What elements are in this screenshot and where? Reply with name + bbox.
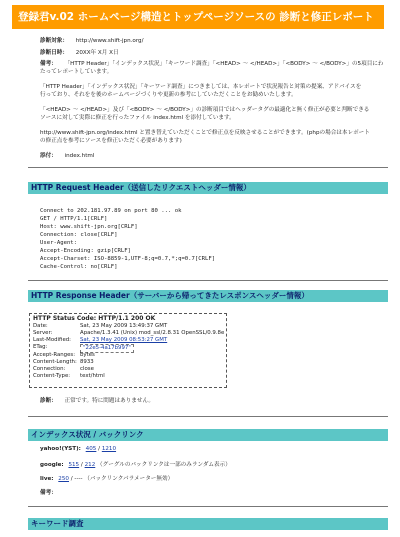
resp-key-content-length: Content-Length:: [33, 359, 77, 365]
resp-key-connection: Connection:: [33, 366, 66, 372]
divider: [28, 280, 388, 281]
yahoo-backlink-link[interactable]: 1210: [101, 446, 117, 452]
resp-val-content-type: text/html: [80, 373, 105, 379]
resp-key-date: Date:: [33, 323, 48, 329]
note-line-1: 「HTTP Header」「インデックス状況」「キーワード調査」「<HEAD> ～ </HEAD>」「<BODY> ～ </BODY>」の5項目にわ: [64, 61, 384, 67]
resp-val-etag: "22e5-4a17b997": [80, 344, 134, 353]
google-index-link[interactable]: 515: [68, 462, 80, 468]
index-note-label: 備考：: [40, 490, 57, 496]
request-line-3: Connection: close[CRLF]: [40, 232, 118, 238]
google-label: google:: [40, 462, 64, 468]
resp-key-server: Server:: [33, 330, 53, 336]
response-header-title: HTTP Response Header（サーバーから帰ってきたレスポンスヘッダー情報）: [28, 290, 388, 302]
report-title: 登録君v.02 ホームページ構造とトップページソースの 診断と修正レポート: [12, 5, 384, 29]
date-row: [40, 50, 119, 58]
date-value: 20XX年 X月 X日: [75, 50, 119, 56]
live-row: [40, 476, 173, 484]
response-box: [29, 313, 227, 388]
request-header-title: HTTP Request Header（送信したリクエストヘッダー情報）: [28, 182, 388, 194]
para2-line-2: ソースに対して実際に修正を行ったファイル index.html を添付しています。: [40, 115, 235, 121]
live-note: / ---- （バックリンクパラメーター無効）: [68, 476, 174, 482]
attach-label: 添付：: [40, 153, 57, 159]
google-sep: /: [79, 462, 85, 468]
resp-val-server: Apache/1.3.41 (Unix) mod_ssl/2.8.31 OpenSSL/0.9.8e: [80, 330, 225, 336]
divider: [28, 167, 388, 168]
google-note: （グーグルのバックリンクは一部のみランダム表示）: [97, 462, 231, 468]
index-note-row: [40, 490, 57, 498]
yahoo-index-link[interactable]: 405: [85, 446, 97, 452]
target-url: http://www.shift-jpn.org/: [75, 38, 144, 44]
live-label: live:: [40, 476, 54, 482]
attach-row: [40, 153, 94, 161]
request-line-5: Accept-Encoding: gzip[CRLF]: [40, 248, 131, 254]
diag-row: [40, 398, 154, 406]
resp-key-last-modified: Last-Modified:: [33, 337, 71, 343]
diag-value: 正常です。特に問題はありません。: [64, 398, 154, 404]
request-line-6: Accept-Charset: ISO-8859-1,UTF-8;q=0.7,*;q=0.7[CRLF]: [40, 256, 216, 262]
google-row: [40, 462, 231, 470]
keyword-header-title: キーワード調査: [28, 518, 388, 530]
yahoo-label: yahoo!(YST):: [40, 446, 81, 452]
divider: [28, 506, 388, 507]
para1-line-1: 「HTTP Header」「インデックス状況」「キーワード調査」につきましては、本レポートで状況報告と対策の提案、アドバイスを: [40, 84, 362, 90]
resp-val-date: Sat, 23 May 2009 13:49:37 GMT: [80, 323, 168, 329]
index-header-title: インデックス状況 / バックリンク: [28, 429, 388, 441]
note-row: [40, 61, 383, 69]
attach-file: index.html: [64, 153, 95, 159]
yahoo-sep: /: [96, 446, 102, 452]
yahoo-row: [40, 446, 116, 454]
para1-line-2: 行っており、それをを後のホームページづくりや更新の参考にしていただくことをお勧めいたします。: [40, 92, 297, 98]
request-line-2: Host: www.shift-jpn.org[CRLF]: [40, 224, 138, 230]
google-backlink-link[interactable]: 212: [84, 462, 96, 468]
target-label: 診断対象：: [40, 38, 68, 44]
request-line-1: GET / HTTP/1.1[CRLF]: [40, 216, 108, 222]
resp-val-last-modified[interactable]: Sat, 23 May 2009 08:53:27 GMT: [80, 337, 168, 343]
divider: [28, 416, 388, 417]
note-line-2: たってレポートしています。: [40, 69, 113, 75]
request-line-4: User-Agent:: [40, 240, 78, 246]
resp-val-connection: close: [80, 366, 94, 372]
diag-label: 診断：: [40, 398, 57, 404]
para3-line-2: の修正点を参考にソースを修正いただく必要があります): [40, 138, 182, 144]
resp-key-content-type: Content-Type:: [33, 373, 71, 379]
resp-val-accept-ranges: bytes: [80, 352, 95, 358]
resp-key-accept-ranges: Accept-Ranges:: [33, 352, 76, 358]
status-code: HTTP Status Code: HTTP/1.1 200 OK: [33, 315, 156, 322]
resp-val-content-length: 8933: [80, 359, 94, 365]
date-label: 診断日時：: [40, 50, 68, 56]
para3-line-1: http://www.shift-jpn.org/index.html と置き替えていただくことで修正点を反映させることができます。(phpの場合は本レポート: [40, 130, 370, 136]
resp-key-etag: ETag:: [33, 344, 48, 350]
note-label: 備考：: [40, 61, 57, 67]
target-row: [40, 38, 143, 46]
request-line-7: Cache-Control: no[CRLF]: [40, 264, 118, 270]
live-index-link[interactable]: 250: [58, 476, 69, 482]
request-line-0: Connect to 202.181.97.89 on port 80 ... ok: [40, 208, 182, 214]
para2-line-1: 「<HEAD> ～ </HEAD>」及び「<BODY> ～ </BODY>」の診断項目ではヘッダータグの最適化と無く修正が必要と判断できる: [40, 107, 370, 113]
